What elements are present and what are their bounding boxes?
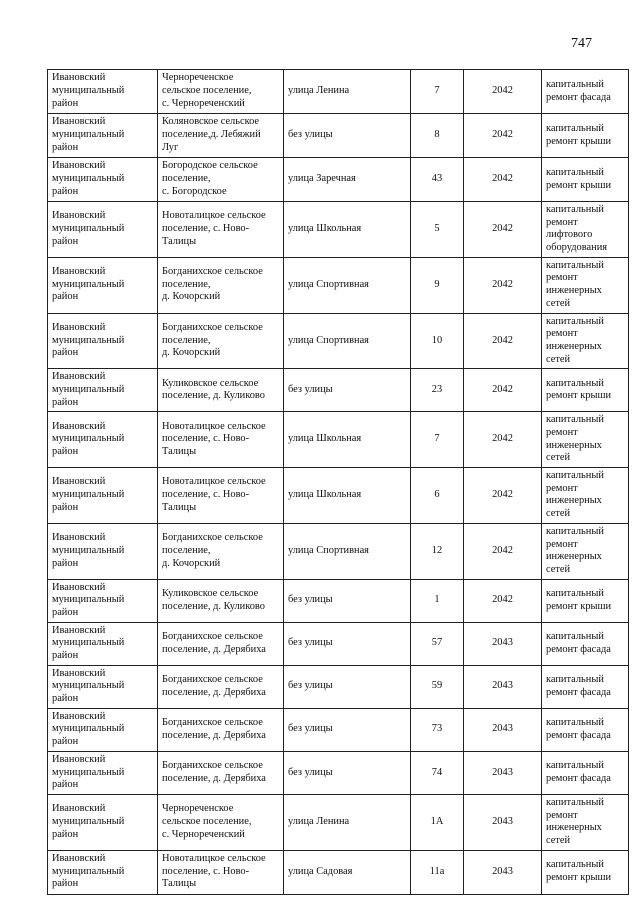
house-number-cell: 43 — [411, 158, 464, 202]
year-cell: 2042 — [464, 412, 542, 468]
table-row — [48, 622, 629, 665]
work-type-cell: капитальный ремонт крыши — [542, 158, 629, 202]
district-cell: Ивановский муниципальный район — [48, 158, 158, 202]
district-cell: Ивановский муниципальный район — [48, 313, 158, 369]
street-cell: без улицы — [284, 708, 411, 751]
street-cell: без улицы — [284, 622, 411, 665]
year-cell: 2042 — [464, 114, 542, 158]
district-cell: Ивановский муниципальный район — [48, 708, 158, 751]
house-number-cell: 10 — [411, 313, 464, 369]
street-cell: улица Школьная — [284, 468, 411, 524]
year-cell: 2042 — [464, 70, 542, 114]
work-type-cell: капитальный ремонт инженерных сетей — [542, 313, 629, 369]
year-cell: 2042 — [464, 158, 542, 202]
work-type-cell: капитальный ремонт инженерных сетей — [542, 412, 629, 468]
settlement-cell: Богданихское сельское поселение, д. Дерябиха — [158, 622, 284, 665]
settlement-cell: Богданихское сельское поселение, д. Дерябиха — [158, 665, 284, 708]
year-cell: 2042 — [464, 468, 542, 524]
table-row — [48, 751, 629, 794]
work-type-cell: капитальный ремонт фасада — [542, 751, 629, 794]
house-number-cell: 12 — [411, 523, 464, 579]
settlement-cell: Новоталицкое сельское поселение, с. Ново- Талицы — [158, 202, 284, 258]
settlement-cell: Куликовское сельское поселение, д. Куликово — [158, 579, 284, 622]
district-cell: Ивановский муниципальный район — [48, 369, 158, 412]
district-cell: Ивановский муниципальный район — [48, 114, 158, 158]
street-cell: без улицы — [284, 579, 411, 622]
year-cell: 2043 — [464, 794, 542, 850]
year-cell: 2042 — [464, 313, 542, 369]
house-number-cell: 1А — [411, 794, 464, 850]
work-type-cell: капитальный ремонт инженерных сетей — [542, 257, 629, 313]
house-number-cell: 7 — [411, 70, 464, 114]
street-cell: улица Спортивная — [284, 313, 411, 369]
house-number-cell: 1 — [411, 579, 464, 622]
district-cell: Ивановский муниципальный район — [48, 665, 158, 708]
year-cell: 2042 — [464, 257, 542, 313]
street-cell: улица Заречная — [284, 158, 411, 202]
street-cell: улица Садовая — [284, 850, 411, 894]
work-type-cell: капитальный ремонт фасада — [542, 70, 629, 114]
table-row — [48, 114, 629, 158]
page-number: 747 — [571, 36, 592, 51]
street-cell: без улицы — [284, 751, 411, 794]
house-number-cell: 23 — [411, 369, 464, 412]
district-cell: Ивановский муниципальный район — [48, 579, 158, 622]
table-row — [48, 412, 629, 468]
street-cell: улица Спортивная — [284, 257, 411, 313]
street-cell: улица Ленина — [284, 70, 411, 114]
table-row — [48, 850, 629, 894]
district-cell: Ивановский муниципальный район — [48, 202, 158, 258]
year-cell: 2043 — [464, 708, 542, 751]
work-type-cell: капитальный ремонт крыши — [542, 850, 629, 894]
table-row — [48, 257, 629, 313]
house-number-cell: 11а — [411, 850, 464, 894]
district-cell: Ивановский муниципальный район — [48, 794, 158, 850]
street-cell: улица Спортивная — [284, 523, 411, 579]
district-cell: Ивановский муниципальный район — [48, 468, 158, 524]
settlement-cell: Богданихское сельское поселение, д. Кочорский — [158, 313, 284, 369]
district-cell: Ивановский муниципальный район — [48, 622, 158, 665]
table-row — [48, 313, 629, 369]
house-number-cell: 8 — [411, 114, 464, 158]
house-number-cell: 7 — [411, 412, 464, 468]
work-type-cell: капитальный ремонт инженерных сетей — [542, 794, 629, 850]
year-cell: 2042 — [464, 202, 542, 258]
street-cell: улица Ленина — [284, 794, 411, 850]
street-cell: без улицы — [284, 665, 411, 708]
table-row — [48, 369, 629, 412]
street-cell: улица Школьная — [284, 202, 411, 258]
house-number-cell: 73 — [411, 708, 464, 751]
settlement-cell: Богданихское сельское поселение, д. Кочорский — [158, 257, 284, 313]
settlement-cell: Чернореченское сельское поселение, с. Чернореченский — [158, 794, 284, 850]
work-type-cell: капитальный ремонт фасада — [542, 622, 629, 665]
work-type-cell: капитальный ремонт лифтового оборудования — [542, 202, 629, 258]
work-type-cell: капитальный ремонт крыши — [542, 369, 629, 412]
house-number-cell: 59 — [411, 665, 464, 708]
district-cell: Ивановский муниципальный район — [48, 523, 158, 579]
settlement-cell: Куликовское сельское поселение, д. Куликово — [158, 369, 284, 412]
repair-schedule-table — [47, 69, 629, 895]
year-cell: 2042 — [464, 579, 542, 622]
house-number-cell: 5 — [411, 202, 464, 258]
district-cell: Ивановский муниципальный район — [48, 70, 158, 114]
work-type-cell: капитальный ремонт инженерных сетей — [542, 523, 629, 579]
house-number-cell: 74 — [411, 751, 464, 794]
settlement-cell: Новоталицкое сельское поселение, с. Ново- Талицы — [158, 468, 284, 524]
district-cell: Ивановский муниципальный район — [48, 850, 158, 894]
work-type-cell: капитальный ремонт крыши — [542, 114, 629, 158]
house-number-cell: 6 — [411, 468, 464, 524]
year-cell: 2042 — [464, 523, 542, 579]
settlement-cell: Новоталицкое сельское поселение, с. Ново- Талицы — [158, 412, 284, 468]
settlement-cell: Коляновское сельское поселение,д. Лебяжий Луг — [158, 114, 284, 158]
table-row — [48, 794, 629, 850]
year-cell: 2043 — [464, 850, 542, 894]
table-row — [48, 665, 629, 708]
work-type-cell: капитальный ремонт фасада — [542, 708, 629, 751]
district-cell: Ивановский муниципальный район — [48, 751, 158, 794]
year-cell: 2043 — [464, 751, 542, 794]
year-cell: 2043 — [464, 665, 542, 708]
work-type-cell: капитальный ремонт фасада — [542, 665, 629, 708]
street-cell: улица Школьная — [284, 412, 411, 468]
work-type-cell: капитальный ремонт крыши — [542, 579, 629, 622]
settlement-cell: Новоталицкое сельское поселение, с. Ново- Талицы — [158, 850, 284, 894]
year-cell: 2043 — [464, 622, 542, 665]
table-row — [48, 523, 629, 579]
table-row — [48, 202, 629, 258]
work-type-cell: капитальный ремонт инженерных сетей — [542, 468, 629, 524]
table-row — [48, 708, 629, 751]
table-row — [48, 158, 629, 202]
district-cell: Ивановский муниципальный район — [48, 412, 158, 468]
settlement-cell: Богданихское сельское поселение, д. Дерябиха — [158, 751, 284, 794]
year-cell: 2042 — [464, 369, 542, 412]
district-cell: Ивановский муниципальный район — [48, 257, 158, 313]
table-row — [48, 468, 629, 524]
street-cell: без улицы — [284, 114, 411, 158]
settlement-cell: Богданихское сельское поселение, д. Кочорский — [158, 523, 284, 579]
settlement-cell: Богородское сельское поселение, с. Богородское — [158, 158, 284, 202]
house-number-cell: 9 — [411, 257, 464, 313]
house-number-cell: 57 — [411, 622, 464, 665]
settlement-cell: Богданихское сельское поселение, д. Дерябиха — [158, 708, 284, 751]
table-row — [48, 70, 629, 114]
settlement-cell: Чернореченское сельское поселение, с. Чернореченский — [158, 70, 284, 114]
table-row — [48, 579, 629, 622]
street-cell: без улицы — [284, 369, 411, 412]
